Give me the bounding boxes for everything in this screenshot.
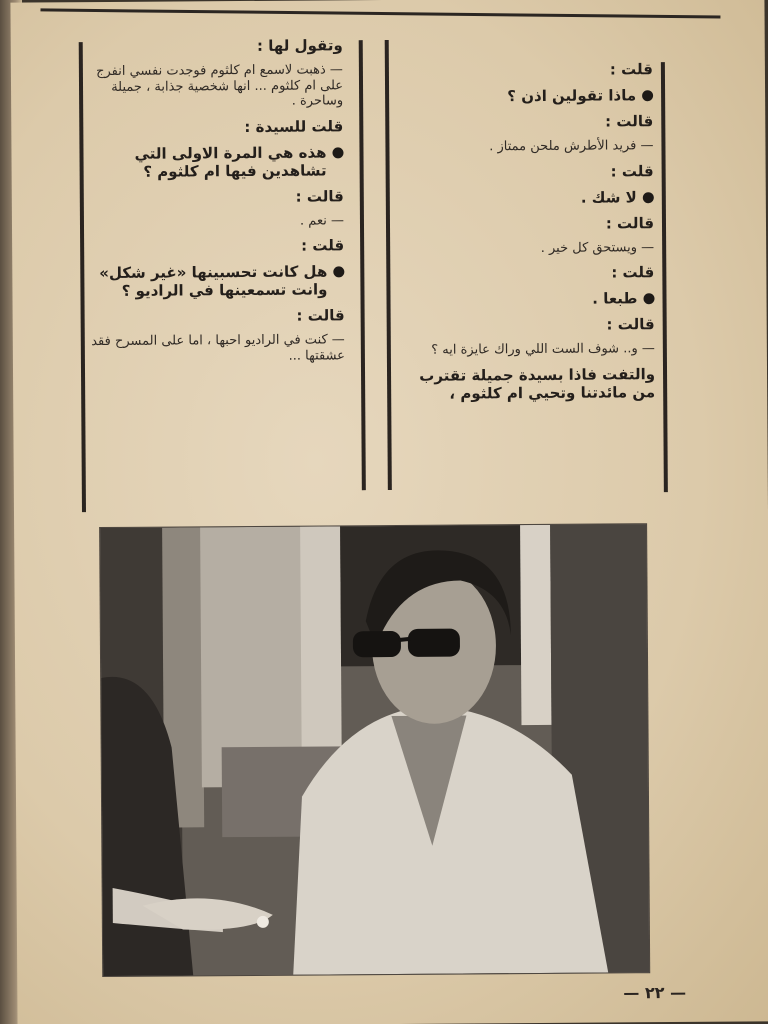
question-text: لا شك .: [580, 187, 637, 207]
bullet-icon: [643, 192, 654, 203]
para-r8: قلت :: [611, 263, 655, 282]
column-rule-middle-a: [359, 40, 366, 490]
top-rule: [40, 8, 720, 18]
para-l6: قلت :: [301, 236, 345, 255]
para-r0: قلت :: [609, 60, 653, 79]
para-l7: [74, 263, 344, 301]
question-text: هذه هي المرة الاولى التي تشاهدين فيها ام كلثوم ؟: [134, 143, 327, 181]
photograph: [100, 524, 649, 976]
para-r2: قالت :: [605, 112, 654, 131]
para-l0: وتقول لها :: [256, 36, 343, 55]
bullet-icon: [642, 90, 653, 101]
para-l4: قالت :: [295, 187, 344, 206]
para-r10: قالت :: [606, 315, 655, 334]
article-column-right: [391, 54, 655, 411]
para-l9: — كنت في الراديو احبها ، اما على المسرح فقد عشقتها ...: [91, 332, 345, 364]
para-r9: [392, 289, 654, 309]
para-l2: قلت للسيدة :: [244, 117, 344, 136]
para-r3: — فريد الأطرش ملحن ممتاز .: [489, 138, 654, 155]
para-r7: — ويستحق كل خير .: [540, 239, 655, 256]
question-text: ماذا تقولين اذن ؟: [507, 86, 637, 106]
bullet-icon: [643, 293, 654, 304]
para-r12: والتفت فاذا بسيدة جميلة تقترب من مائدتنا وتحيي ام كلثوم ،: [419, 364, 656, 403]
para-r11: — و.. شوف الست اللي وراك عايزة ايه ؟: [431, 341, 655, 358]
photograph-illustration: [100, 524, 649, 976]
bullet-icon: [333, 267, 344, 278]
magazine-page: [10, 0, 768, 1024]
para-l1: — ذهبت لاسمع ام كلثوم فوجدت نفسي انفرج على ام كلثوم ... انها شخصية جذابة ، جميلة وساحرة .: [95, 62, 344, 109]
para-l5: — نعم .: [299, 213, 345, 229]
para-l3: [73, 143, 343, 181]
para-r5: [392, 188, 654, 208]
column-rule-right: [661, 62, 668, 492]
page-number: — ٢٢ —: [623, 982, 687, 1003]
para-r4: قلت :: [610, 161, 654, 181]
bullet-icon: [332, 147, 343, 158]
article-column-left: [73, 30, 345, 373]
para-r1: [391, 86, 653, 106]
question-text: طبعا .: [592, 289, 638, 308]
question-text: هل كانت تحسبينها «غير شكل» وانت تسمعينها في الراديو ؟: [99, 262, 328, 301]
para-l8: قالت :: [296, 306, 345, 326]
para-r6: قالت :: [605, 213, 655, 233]
